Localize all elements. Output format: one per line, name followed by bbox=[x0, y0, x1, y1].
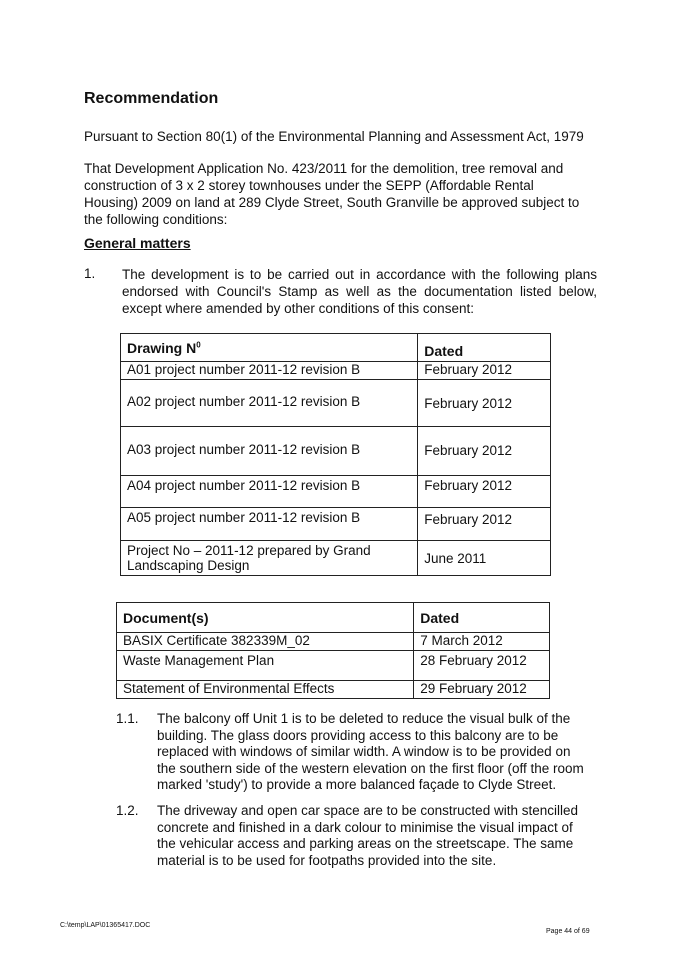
sub-item-number: 1.1. bbox=[116, 711, 139, 726]
drawing-cell: Project No – 2011-12 prepared by Grand Landscaping Design bbox=[121, 541, 418, 576]
dated-cell: June 2011 bbox=[418, 541, 551, 576]
table-row bbox=[121, 508, 551, 541]
dated-header: Dated bbox=[418, 334, 551, 362]
drawing-cell: A02 project number 2011-12 revision B bbox=[121, 380, 418, 427]
condition-number: 1. bbox=[84, 266, 96, 281]
dated-cell: 28 February 2012 bbox=[414, 651, 550, 681]
section-heading: Recommendation bbox=[84, 90, 219, 107]
table-row bbox=[121, 541, 551, 576]
dated-cell: February 2012 bbox=[418, 476, 551, 508]
table-header-row bbox=[117, 603, 550, 633]
sub-item-number: 1.2. bbox=[116, 803, 139, 818]
drawing-cell: A03 project number 2011-12 revision B bbox=[121, 427, 418, 476]
general-matters-title: General matters bbox=[84, 235, 191, 251]
sub-item-text: The driveway and open car space are to be constructed with stencilled concrete and finished in a dark colour to minimise the visual impact of the vehicular access and parking areas on the streetscape. The same material is to be used for footpaths provided into the site. bbox=[157, 803, 578, 868]
drawings-table bbox=[120, 333, 551, 576]
recommendation-text: That Development Application No. 423/2011 for the demolition, tree removal and construction of 3 x 2 storey townhouses under the SEPP (Affordable Rental Housing) 2009 on land at 289 Clyde Street, South Granville be approved subject to the following conditions: bbox=[84, 161, 580, 227]
dated-cell: 7 March 2012 bbox=[414, 633, 550, 651]
table-row bbox=[117, 651, 550, 681]
dated-cell: February 2012 bbox=[418, 380, 551, 427]
footer-file-path: C:\temp\LAP\01365417.DOC bbox=[60, 922, 151, 929]
table-row bbox=[121, 427, 551, 476]
table-row bbox=[117, 633, 550, 651]
drawing-cell: A04 project number 2011-12 revision B bbox=[121, 476, 418, 508]
dated-header: Dated bbox=[414, 603, 550, 633]
table-row bbox=[121, 380, 551, 427]
document-header: Document(s) bbox=[117, 603, 414, 633]
document-cell: Waste Management Plan bbox=[117, 651, 414, 681]
table-row bbox=[121, 362, 551, 380]
table-header-row bbox=[121, 334, 551, 362]
document-cell: BASIX Certificate 382339M_02 bbox=[117, 633, 414, 651]
sub-item-text: The balcony off Unit 1 is to be deleted to reduce the visual bulk of the building. The glass doors providing access to this balcony are to be replaced with windows of similar width. A window is to be provided on the southern side of the western elevation on the first floor (off the room marked 'study') to provide a more balanced façade to Clyde Street. bbox=[157, 711, 584, 792]
condition-text: The development is to be carried out in accordance with the following plans endorsed with Council's Stamp as well as the documentation listed below, except where amended by other conditions of this consent: bbox=[122, 267, 597, 316]
table-row bbox=[117, 681, 550, 699]
document-cell: Statement of Environmental Effects bbox=[117, 681, 414, 699]
dated-cell: February 2012 bbox=[418, 362, 551, 380]
table-row bbox=[121, 476, 551, 508]
dated-cell: February 2012 bbox=[418, 427, 551, 476]
dated-cell: 29 February 2012 bbox=[414, 681, 550, 699]
footer-page-number: Page 44 of 69 bbox=[546, 928, 590, 935]
drawing-cell: A01 project number 2011-12 revision B bbox=[121, 362, 418, 380]
drawing-header: Drawing $N^0$ bbox=[121, 334, 418, 362]
drawing-cell: A05 project number 2011-12 revision B bbox=[121, 508, 418, 541]
pursuant-text: Pursuant to Section 80(1) of the Environmental Planning and Assessment Act, 1979 bbox=[84, 129, 584, 144]
documents-table bbox=[116, 602, 550, 699]
dated-cell: February 2012 bbox=[418, 508, 551, 541]
